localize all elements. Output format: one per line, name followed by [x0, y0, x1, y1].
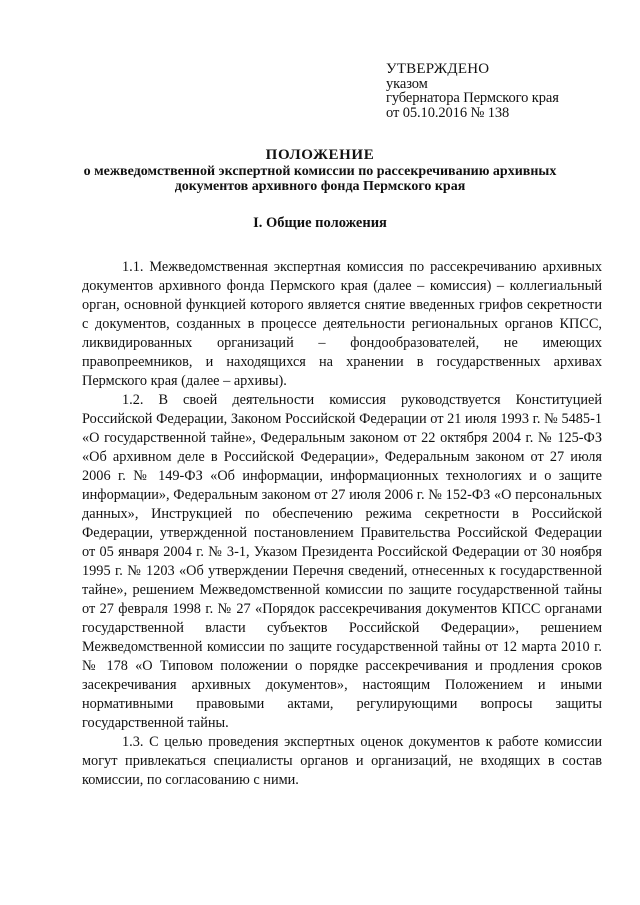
paragraph: 1.1. Межведомственная экспертная комиссия по рассекречиванию архивных документов архивного фонда Пермского края (далее – комиссия) – коллегиальный орган, основной функцией которого является снятие введенных грифов секретности с документов, созданных в процессе деятельности региональных органов КПСС, ликвидированных организаций – фондообразователей, не имеющих правопреемников, и находящихся на хранении в государственных архивах Пермского края (далее – архивы).	[82, 259, 602, 389]
document-body	[82, 258, 602, 790]
section-heading: I. Общие положения	[253, 215, 387, 231]
approval-line: губернатора Пермского края	[386, 90, 559, 106]
approval-line: указом	[386, 75, 428, 92]
approval-heading: УТВЕРЖДЕНО	[386, 61, 490, 77]
document-subtitle	[60, 164, 580, 194]
document-subtitle-line: документов архивного фонда Пермского края	[174, 179, 466, 194]
approval-block	[386, 62, 626, 120]
approval-line: от 05.10.2016 № 138	[386, 104, 510, 121]
document-title: ПОЛОЖЕНИЕ	[265, 147, 375, 163]
paragraph: 1.2. В своей деятельности комиссия руководствуется Конституцией Российской Федерации, Законом Российской Федерации от 21 июля 1993 г. № 5485-1 «О государственной тайне», Федеральным законом от 22 октября 2004 г. № 125-ФЗ «Об архивном деле в Российской Федерации», Федеральным законом от 27 июля 2006 г. № 149-ФЗ «Об информации, информационных технологиях и о защите информации», Федеральным законом от 27 июля 2006 г. № 152-ФЗ «О персональных данных», Инструкцией по обеспечению режима секретности в Российской Федерации, утвержденной постановлением Правительства Российской Федерации от 05 января 2004 г. № 3-1, Указом Президента Российской Федерации от 30 ноября 1995 г. № 1203 «Об утверждении Перечня сведений, отнесенных к государственной тайне», решением Межведомственной комиссии по защите государственной тайны от 27 февраля 1998 г. № 27 «Порядок рассекречивания документов КПСС органами государственной власти субъектов Российской Федерации», решением Межведомственной комиссии по защите государственной тайны от 12 марта 2010 г. № 178 «О Типовом положении о порядке рассекречивания и продления сроков засекречивания архивных документов», настоящим Положением и иными нормативными правовыми актами, регулирующими вопросы защиты государственной тайны.	[82, 392, 602, 731]
paragraph: 1.3. С целью проведения экспертных оценок документов к работе комиссии могут привлекаться специалисты органов и организаций, не входящих в состав комиссии, по согласованию с ними.	[82, 734, 602, 788]
document-subtitle-line: о межведомственной экспертной комиссии по рассекречиванию архивных	[83, 164, 557, 179]
